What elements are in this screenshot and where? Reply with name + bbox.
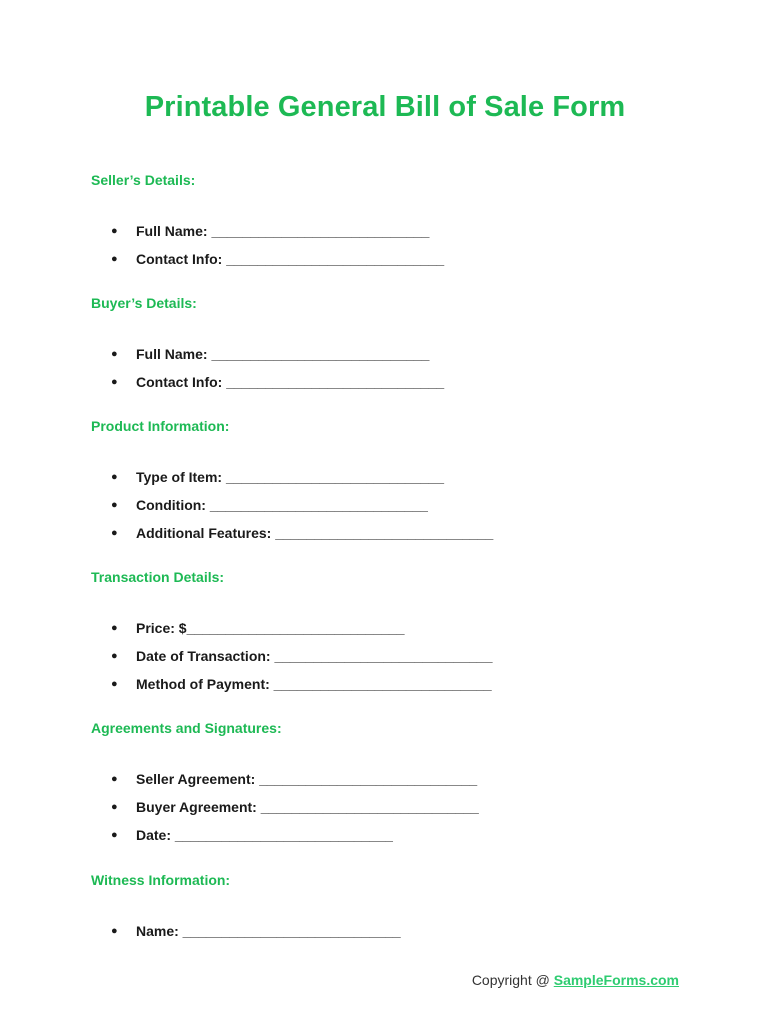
section-heading: Agreements and Signatures: (91, 720, 282, 736)
bullet-icon: ● (111, 253, 118, 265)
copyright-footer (472, 972, 679, 988)
section-agreements-signatures (91, 718, 711, 849)
copyright-text: Copyright @ (471, 972, 554, 988)
section-heading: Buyer’s Details: (91, 295, 197, 311)
field-seller-contact-info (91, 245, 711, 273)
field-type-of-item (91, 463, 711, 491)
field-label: Condition: ____________________________ (136, 497, 428, 513)
field-label: Name: ____________________________ (136, 923, 401, 939)
field-list (91, 340, 711, 396)
bullet-icon: ● (111, 829, 118, 841)
bullet-icon: ● (111, 622, 118, 634)
field-label: Full Name: ____________________________ (136, 346, 430, 362)
section-transaction-details (91, 567, 711, 698)
field-method-of-payment (91, 670, 711, 698)
field-buyer-full-name (91, 340, 711, 368)
field-additional-features (91, 519, 711, 547)
field-label: Method of Payment: ____________________________ (136, 676, 492, 692)
section-sellers-details (91, 170, 711, 273)
field-label: Contact Info: ____________________________ (136, 374, 445, 390)
field-label: Type of Item: ____________________________ (136, 469, 444, 485)
page-title: Printable General Bill of Sale Form (144, 91, 626, 124)
field-label: Buyer Agreement: ____________________________ (136, 799, 479, 815)
section-heading: Seller’s Details: (91, 172, 196, 188)
section-heading: Witness Information: (91, 872, 231, 888)
field-seller-agreement (91, 765, 711, 793)
section-heading: Product Information: (91, 418, 230, 434)
field-list (91, 614, 711, 698)
bullet-icon: ● (111, 773, 118, 785)
bullet-icon: ● (111, 471, 118, 483)
field-date-of-transaction (91, 642, 711, 670)
section-heading: Transaction Details: (91, 569, 225, 585)
bullet-icon: ● (111, 650, 118, 662)
section-witness-information (91, 870, 711, 945)
bullet-icon: ● (111, 348, 118, 360)
bullet-icon: ● (111, 678, 118, 690)
field-date (91, 821, 711, 849)
field-list (91, 765, 711, 849)
field-buyer-agreement (91, 793, 711, 821)
sampleforms-link[interactable]: SampleForms.com (553, 972, 679, 988)
field-list (91, 463, 711, 547)
field-buyer-contact-info (91, 368, 711, 396)
field-witness-name (91, 917, 711, 945)
bullet-icon: ● (111, 527, 118, 539)
field-label: Date: ____________________________ (136, 827, 393, 843)
bullet-icon: ● (111, 925, 118, 937)
bullet-icon: ● (111, 376, 118, 388)
section-buyers-details (91, 293, 711, 396)
field-seller-full-name (91, 217, 711, 245)
field-label: Seller Agreement: ____________________________ (136, 771, 478, 787)
bullet-icon: ● (111, 499, 118, 511)
field-list (91, 917, 711, 945)
field-label: Contact Info: ____________________________ (136, 251, 445, 267)
section-product-information (91, 416, 711, 547)
field-label: Price: $____________________________ (136, 620, 405, 636)
field-label: Date of Transaction: ____________________________ (136, 648, 493, 664)
bullet-icon: ● (111, 225, 118, 237)
field-price (91, 614, 711, 642)
field-condition (91, 491, 711, 519)
field-label: Full Name: ____________________________ (136, 223, 430, 239)
field-label: Additional Features: ____________________________ (136, 525, 494, 541)
field-list (91, 217, 711, 273)
bullet-icon: ● (111, 801, 118, 813)
